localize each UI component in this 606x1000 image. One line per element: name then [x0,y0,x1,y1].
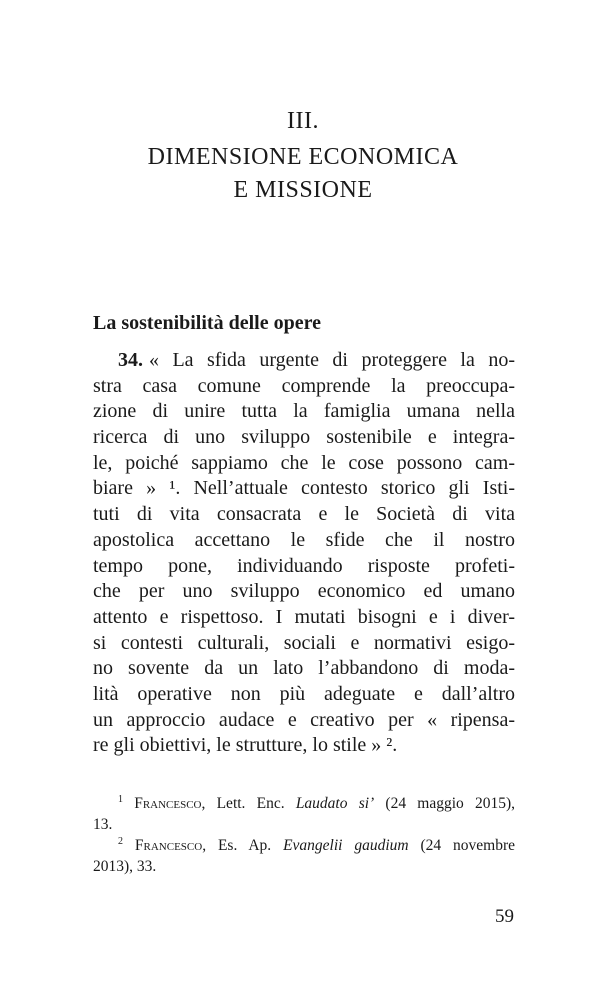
footnote-text: (24 novembre [408,837,515,854]
footnote-text: (24 maggio 2015), [374,795,515,812]
footnote-work: Laudato si’ [295,795,375,812]
chapter-number: III. [287,108,319,134]
paragraph-line: che per uno sviluppo economico ed umano [93,580,515,603]
paragraph-line: tempo pone, individuando risposte profeti- [93,554,515,577]
footnote-author: Francesco [134,837,203,854]
paragraph-line: tuti di vita consacrata e le Società di vita [93,503,515,526]
paragraph-34 [93,348,515,759]
section-heading: La sostenibilità delle opere [93,312,321,334]
footnote-continuation: 13. [93,816,113,833]
paragraph-line: attento e rispettoso. I mutati bisogni e i diver- [93,605,515,628]
paragraph-line: biare » ¹. Nell’attuale contesto storico gli Isti- [93,477,515,500]
footnote-mark: 1 [118,793,123,805]
paragraph-line: lità operative non più adeguate e dall’altro [93,682,515,705]
paragraph-line [93,348,515,374]
paragraph-line: zione di unire tutta la famiglia umana nella [93,400,515,423]
paragraph-line-text: « La sfida urgente di proteggere la no- [149,349,515,371]
paragraph-line: ricerca di uno sviluppo sostenibile e integra- [93,426,515,449]
chapter-title-line1: DIMENSIONE ECONOMICA [147,144,459,170]
paragraph-line: un approccio audace e creativo per « ripensa- [93,708,515,731]
footnote-author: Francesco [134,795,202,812]
paragraph-line: stra casa comune comprende la preoccupa- [93,374,515,397]
footnote-text: , Es. Ap. [202,837,284,854]
paragraph-line: apostolica accettano le sfide che il nostro [93,528,515,551]
paragraph-line: si contesti culturali, sociali e normativi esigo- [93,631,515,654]
paragraph-line: re gli obiettivi, le strutture, lo stile » ². [93,734,398,757]
paragraph-line: no sovente da un lato l’abbandono di moda- [93,657,515,680]
footnote-1 [93,793,515,835]
footnote-mark: 2 [118,835,123,847]
page-content [93,310,515,877]
footnote-work: Evangelii gaudium [283,837,409,854]
footnote-2 [93,835,515,877]
paragraph-number: 34. [118,349,143,371]
footnote-text: , Lett. Enc. [201,795,296,812]
paragraph-line: le, poiché sappiamo che le cose possono cam- [93,451,515,474]
chapter-title-line2: E MISSIONE [233,177,373,203]
page-number: 59 [495,906,514,927]
footnote-continuation: 2013), 33. [93,858,157,875]
